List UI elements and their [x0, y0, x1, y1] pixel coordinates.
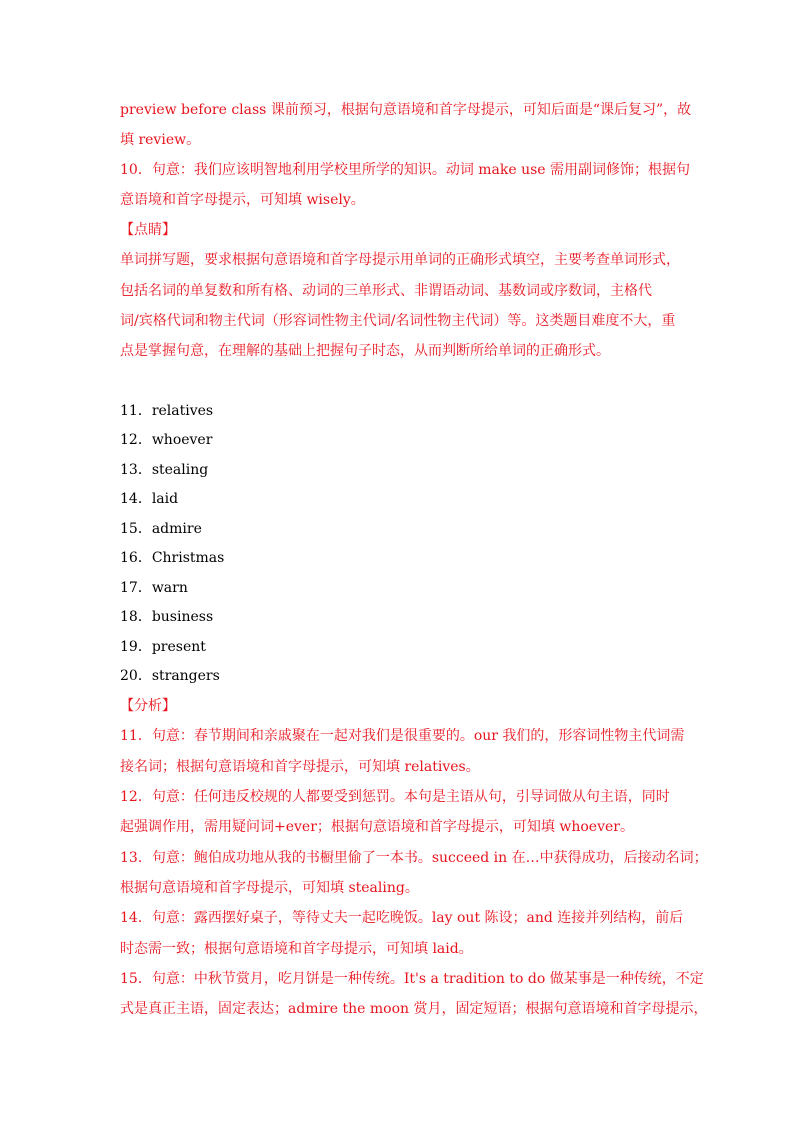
explanation-line: preview before class 课前预习，根据句意语境和首字母提示，可知后面是“课后复习”，故: [120, 102, 692, 118]
answer-item: 20．strangers: [120, 668, 220, 684]
dianjing-line: 点是掌握句意，在理解的基础上把握句子时态，从而判断所给单词的正确形式。: [120, 343, 610, 359]
answer-item: 11．relatives: [120, 403, 214, 419]
answer-item: 12．whoever: [120, 432, 213, 448]
fenxi-line: 13．句意：鲍伯成功地从我的书橱里偷了一本书。succeed in 在…中获得成功，后接动名词；: [120, 850, 708, 866]
fenxi-line: 11．句意：春节期间和亲戚聚在一起对我们是很重要的。our 我们的，形容词性物主代词需: [120, 728, 685, 744]
fenxi-heading: 【分析】: [120, 698, 176, 714]
answer-item: 19．present: [120, 639, 206, 655]
fenxi-line: 时态需一致；根据句意语境和首字母提示，可知填 laid。: [120, 941, 473, 957]
answer-item: 13．stealing: [120, 462, 209, 478]
dianjing-line: 包括名词的单复数和所有格、动词的三单形式、非谓语动词、基数词或序数词，主格代: [120, 283, 652, 299]
fenxi-line: 12．句意：任何违反校规的人都要受到惩罚。本句是主语从句，引导词做从句主语，同时: [120, 789, 670, 805]
dianjing-line: 词/宾格代词和物主代词（形容词性物主代词/名词性物主代词）等。这类题目难度不大，重: [120, 313, 676, 329]
fenxi-line: 起强调作用，需用疑问词+ever；根据句意语境和首字母提示，可知填 whoever。: [120, 819, 634, 835]
explanation-line: 10．句意：我们应该明智地利用学校里所学的知识。动词 make use 需用副词修饰；根据句: [120, 162, 691, 178]
fenxi-line: 15．句意：中秋节赏月，吃月饼是一种传统。It's a tradition to do 做某事是一种传统，不定: [120, 971, 704, 987]
fenxi-line: 根据句意语境和首字母提示，可知填 stealing。: [120, 880, 419, 896]
explanation-line: 意语境和首字母提示，可知填 wisely。: [120, 192, 365, 208]
answer-item: 16．Christmas: [120, 550, 225, 566]
fenxi-line: 式是真正主语，固定表达；admire the moon 赏月，固定短语；根据句意语境和首字母提示，: [120, 1001, 708, 1017]
answer-item: 15．admire: [120, 521, 202, 537]
dianjing-line: 单词拼写题，要求根据句意语境和首字母提示用单词的正确形式填空，主要考查单词形式，: [120, 252, 680, 268]
fenxi-line: 14．句意：露西摆好桌子，等待丈夫一起吃晚饭。lay out 陈设；and 连接并列结构，前后: [120, 910, 684, 926]
explanation-line: 填 review。: [120, 132, 201, 148]
dianjing-heading: 【点睛】: [120, 222, 176, 238]
answer-item: 17．warn: [120, 580, 188, 596]
fenxi-line: 接名词；根据句意语境和首字母提示，可知填 relatives。: [120, 759, 480, 775]
answer-item: 14．laid: [120, 491, 179, 507]
answer-item: 18．business: [120, 609, 214, 625]
